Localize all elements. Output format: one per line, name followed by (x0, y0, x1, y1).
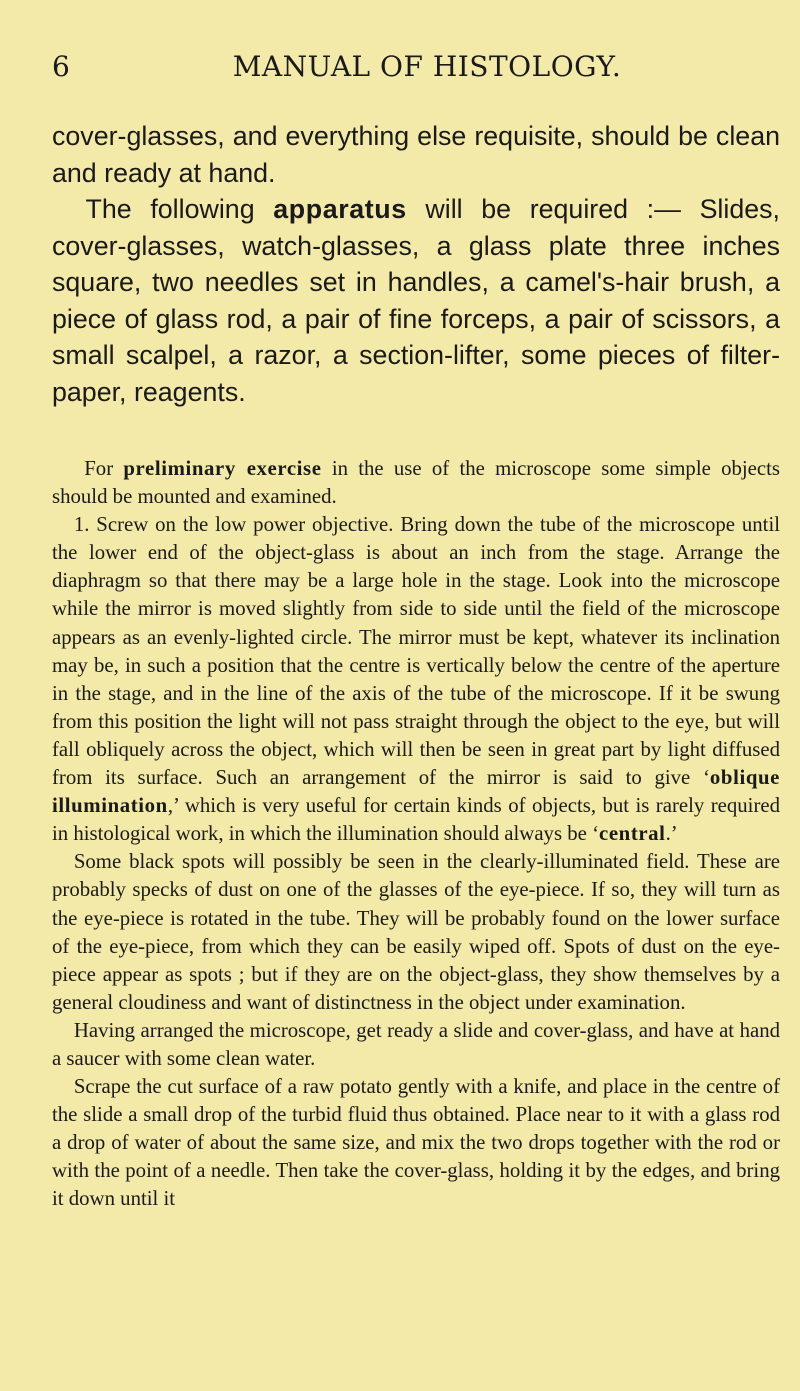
small-type-section (52, 455, 780, 1214)
page-number: 6 (52, 50, 71, 83)
paragraph-text: The following (85, 194, 274, 224)
paragraph: Having arranged the microscope, get ready a slide and cover-glass, and have at hand a saucer with some clean water. (52, 1018, 780, 1070)
paragraph (52, 511, 780, 848)
paragraph (52, 455, 780, 511)
paragraph: Scrape the cut surface of a raw potato gently with a knife, and place in the centre of the slide a small drop of the turbid fluid thus obtained. Place near to it with a glass rod a drop of water of about the same size, and mix the two drops together with the rod or with the point of a needle. Then take the cover-glass, holding it by the edges, and bring it down until it (52, 1075, 780, 1211)
paragraph-text: 1. Screw on the low power objective. Bring down the tube of the microscope until the lower end of the object-glass is about an inch from the stage. Arrange the diaphragm so that there may be a large hole in the stage. Look into the microscope while the mirror is moved slightly from side to side until the field of the microscope appears as an evenly-lighted circle. The mirror must be kept, whatever its inclination may be, in such a position that the centre is vertically below the centre of the aperture in the stage, and in the line of the axis of the tube of the microscope. If it be swung from this position the light will not pass straight through the object to the eye, but will fall obliquely across the object, which will then be seen in great part by light diffused from its surface. Such an arrangement of the mirror is said to give ‘ (52, 513, 780, 790)
paragraph (52, 118, 780, 191)
bold-term: apparatus (273, 194, 407, 224)
bold-term: oblique illumination (52, 766, 780, 818)
bold-term: preliminary exercise (123, 457, 322, 480)
paragraph-text: For (84, 457, 124, 480)
paragraph-text: in the use of the microscope some simple objects should be mounted and examined. (52, 457, 780, 509)
paragraph-text: ,’ which is very useful for certain kinds of objects, but is rarely required in histological work, in which the illumination should always be ‘ (52, 794, 780, 846)
large-type-section (52, 118, 780, 410)
bold-term: central (599, 822, 666, 846)
running-title: MANUAL OF HISTOLOGY. (232, 50, 622, 83)
running-head (52, 50, 782, 90)
paragraph-text: .’ (665, 822, 678, 846)
paragraph-text: will be required :— Slides, cover-glasses, watch-glasses, a glass plate three inches square, two needles set in handles, a camel's-hair brush, a piece of glass rod, a pair of fine forceps, a pair of scissors, a small scalpel, a razor, a section-lifter, some pieces of filter-paper, reagents. (52, 194, 780, 407)
paragraph: Some black spots will possibly be seen in the clearly-illuminated field. These are probably specks of dust on one of the glasses of the eye-piece. If so, they will turn as the eye-piece is rotated in the tube. They will be probably found on the lower surface of the eye-piece, from which they can be easily wiped off. Spots of dust on the eye-piece appear as spots ; but if they are on the object-glass, they show themselves by a general cloudiness and want of distinctness in the object under examination. (52, 850, 780, 1014)
paragraph (52, 191, 780, 410)
paragraph-text: cover-glasses, and everything else requisite, should be clean and ready at hand. (52, 121, 780, 188)
